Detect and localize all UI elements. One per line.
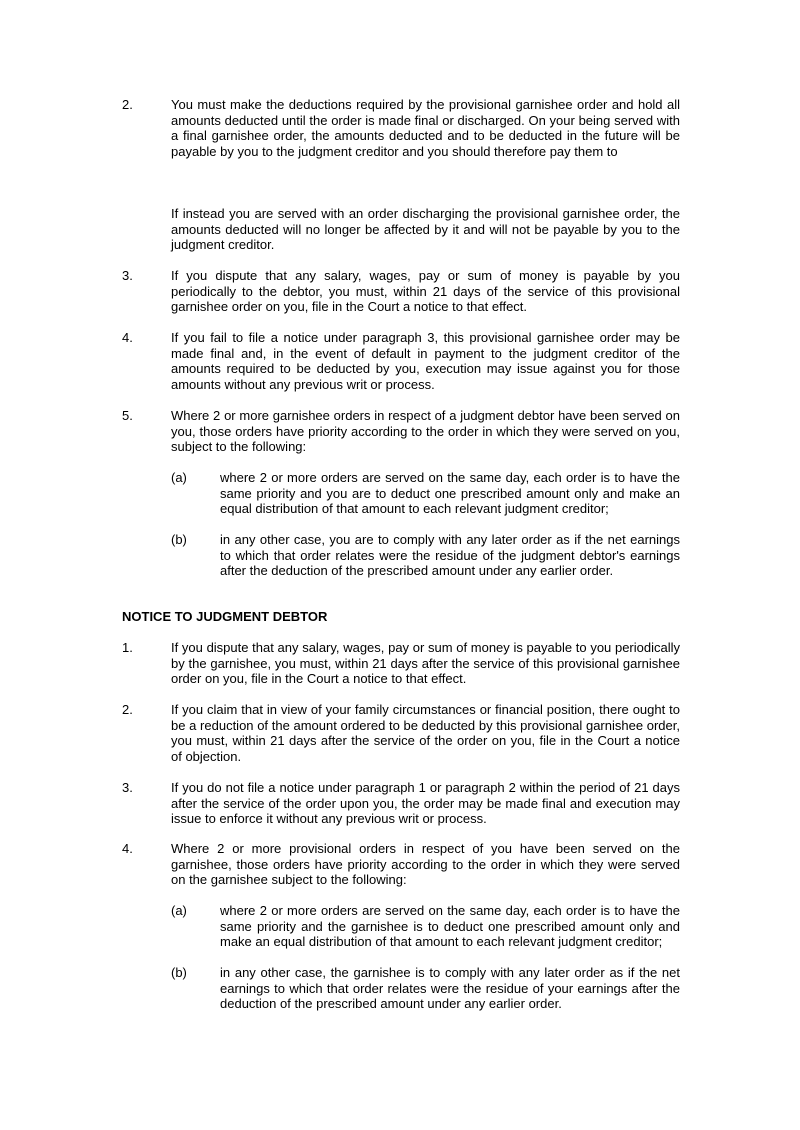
- debtor-notice-heading: NOTICE TO JUDGMENT DEBTOR: [122, 609, 328, 624]
- item-text: If you dispute that any salary, wages, pay or sum of money is payable by you periodically to the debtor, you must, within 21 days of the service of this provisional garnishee order on you, file in the Court a notice to that effect.: [171, 268, 680, 314]
- item-number: 4.: [122, 841, 133, 856]
- debtor-item-4-sub-b: [171, 965, 680, 1012]
- item-text: Where 2 or more provisional orders in respect of you have been served on the garnishee, those orders have priority according to the order in which they were served on the garnishee subject to the following:: [171, 841, 680, 887]
- garnishee-item-2-continuation: [122, 206, 680, 253]
- item-text: If you do not file a notice under paragraph 1 or paragraph 2 within the period of 21 days after the service of the order upon you, the order may be made final and execution may issue to enforce it without any previous writ or process.: [171, 780, 680, 826]
- item-number: 3.: [122, 268, 133, 283]
- item-text: If you dispute that any salary, wages, pay or sum of money is payable to you periodically by the garnishee, you must, within 21 days after the service of this provisional garnishee order on you, file in the Court a notice to that effect.: [171, 640, 680, 686]
- item-text: If you claim that in view of your family circumstances or financial position, there ought to be a reduction of the amount ordered to be deducted by this provisional garnishee order, you must, within 21 days after the service of the order on you, file in the Court a notice of objection.: [171, 702, 680, 764]
- item-number: 4.: [122, 330, 133, 345]
- item-number: 3.: [122, 780, 133, 795]
- garnishee-item-5: [122, 408, 680, 455]
- garnishee-item-3: [122, 268, 680, 315]
- debtor-item-4: [122, 841, 680, 888]
- subitem-label: (b): [171, 965, 187, 980]
- subitem-label: (a): [171, 903, 187, 918]
- garnishee-item-4: [122, 330, 680, 392]
- subitem-text: where 2 or more orders are served on the same day, each order is to have the same priority and you are to deduct one prescribed amount only and make an equal distribution of that amount to each relevant judgment creditor;: [220, 470, 680, 516]
- subitem-text: in any other case, the garnishee is to comply with any later order as if the net earnings to which that order relates were the residue of your earnings after the deduction of the prescribed amount under any earlier order.: [220, 965, 680, 1011]
- subitem-label: (b): [171, 532, 187, 547]
- debtor-item-4-sub-a: [171, 903, 680, 950]
- item-number: 2.: [122, 702, 133, 717]
- subitem-text: in any other case, you are to comply with any later order as if the net earnings to which that order relates were the residue of the judgment debtor's earnings after the deduction of the prescribed amount under any earlier order.: [220, 532, 680, 578]
- garnishee-item-5-sub-b: [171, 532, 680, 579]
- item-text: If instead you are served with an order discharging the provisional garnishee order, the amounts deducted will no longer be affected by it and will not be payable by you to the judgment creditor.: [171, 206, 680, 252]
- debtor-item-1: [122, 640, 680, 687]
- item-text: Where 2 or more garnishee orders in respect of a judgment debtor have been served on you, those orders have priority according to the order in which they were served on you, subject to the following:: [171, 408, 680, 454]
- item-number: 5.: [122, 408, 133, 423]
- garnishee-item-2: [122, 97, 680, 159]
- garnishee-item-5-sub-a: [171, 470, 680, 517]
- subitem-text: where 2 or more orders are served on the same day, each order is to have the same priority and the garnishee is to deduct one prescribed amount only and make an equal distribution of that amount to each relevant judgment creditor;: [220, 903, 680, 949]
- item-text: If you fail to file a notice under paragraph 3, this provisional garnishee order may be made final and, in the event of default in payment to the judgment creditor of the amounts required to be deducted by you, execution may issue against you for those amounts without any previous writ or process.: [171, 330, 680, 392]
- item-number: 1.: [122, 640, 133, 655]
- debtor-item-3: [122, 780, 680, 827]
- subitem-label: (a): [171, 470, 187, 485]
- debtor-item-2: [122, 702, 680, 764]
- item-number: 2.: [122, 97, 133, 112]
- item-text: You must make the deductions required by the provisional garnishee order and hold all amounts deducted until the order is made final or discharged. On your being served with a final garnishee order, the amounts deducted and to be deducted in the future will be payable by you to the judgment creditor and you should therefore pay them to: [171, 97, 680, 159]
